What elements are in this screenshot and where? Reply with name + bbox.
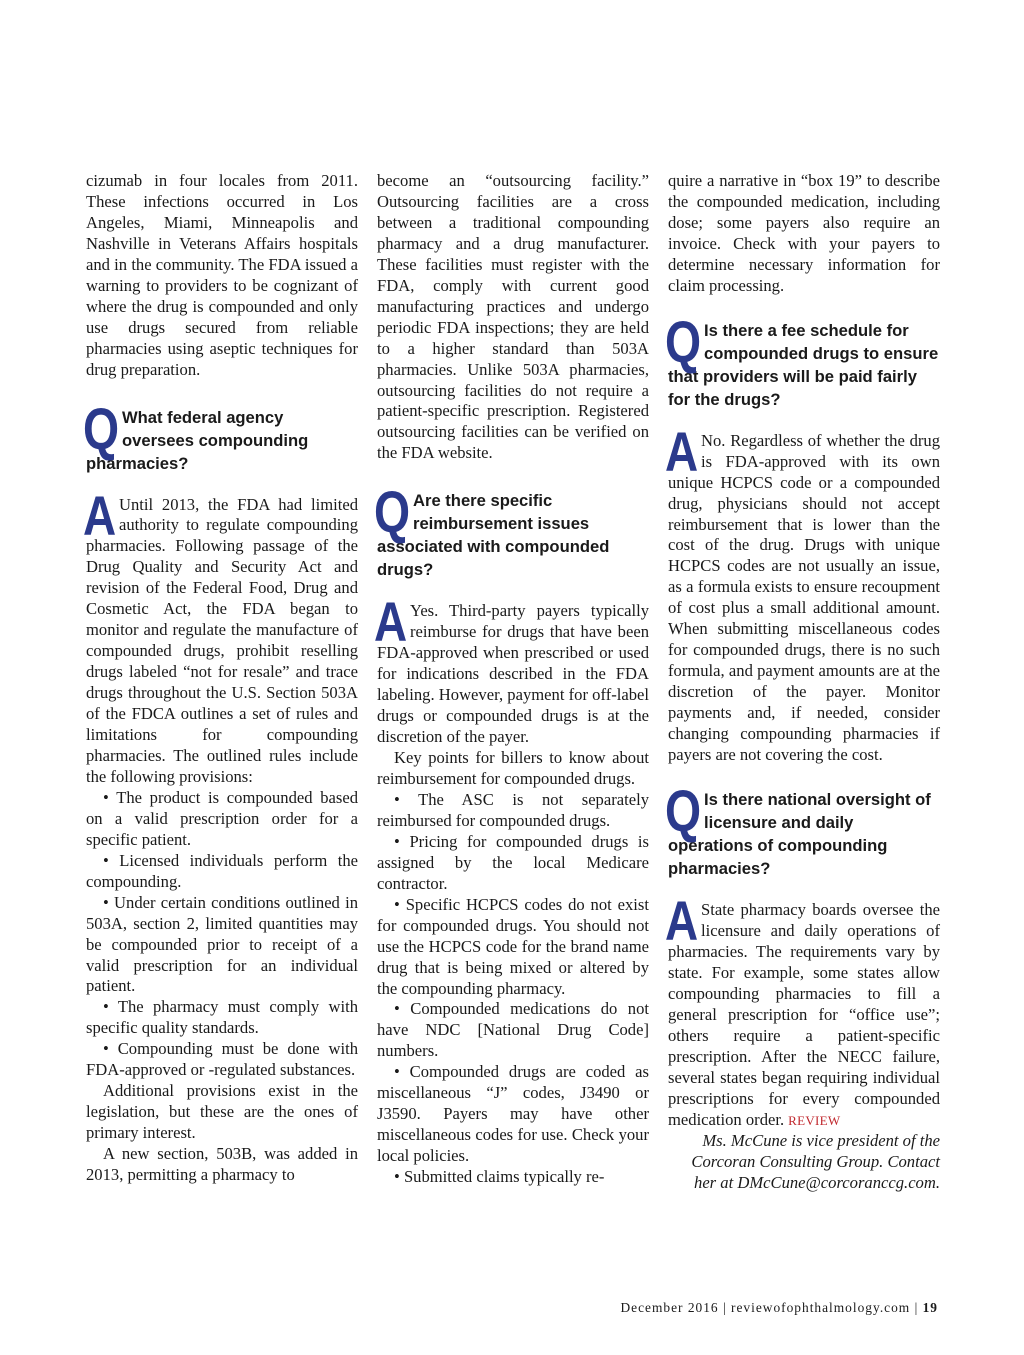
question-heading: What federal agency oversees compounding pharmacies? — [86, 407, 309, 473]
footer-divider: | — [914, 1300, 923, 1315]
paragraph: Key points for billers to know about reimbursement for compounded drugs. — [377, 748, 649, 788]
list-item: • Pricing for compounded drugs is assigned by the local Medicare contractor. — [377, 831, 649, 893]
answer-drop-cap: A — [374, 590, 408, 654]
answer-paragraph — [665, 419, 940, 766]
page-footer — [540, 1300, 938, 1316]
question-heading: Are there specific reimbursement issues associated with compounded drugs? — [377, 491, 610, 580]
list-item: • Compounding must be done with FDA-approved or -regulated substances. — [86, 1039, 358, 1080]
answer-drop-cap: A — [665, 419, 699, 483]
answer-text: State pharmacy boards oversee the licensure and daily operations of pharmacies. The requirements vary by state. For example, some states allow compounding pharmacies to fill a general prescription for “office use”; others require a patient-specific prescription. After the NECC failure, several states began requiring individual prescriptions for every compounded medication order. — [668, 899, 940, 1129]
answer-paragraph — [374, 590, 649, 748]
column-3 — [665, 171, 940, 1194]
paragraph: Additional provisions exist in the legislation, but these are the ones of primary interest. — [86, 1081, 358, 1143]
question-block — [665, 778, 940, 880]
issue-date: December 2016 — [620, 1300, 719, 1315]
answer-paragraph — [83, 483, 358, 788]
list-item: • The ASC is not separately reimbursed for compounded drugs. — [377, 789, 649, 830]
column-2 — [374, 171, 649, 1188]
question-block — [374, 480, 649, 581]
list-item: • Compounded drugs are coded as miscellaneous “J” codes, J3490 or J3590. Payers may have other miscellaneous codes for use. Check your local policies. — [377, 1062, 649, 1166]
list-item: • Specific HCPCS codes do not exist for compounded drugs. You should not use the HCPCS code for the brand name drug that is being mixed or altered by the compounding pharmacy. — [377, 894, 649, 998]
question-block — [83, 396, 358, 475]
paragraph: A new section, 503B, was added in 2013, permitting a pharmacy to — [86, 1144, 358, 1185]
list-item: • Under certain conditions outlined in 503A, section 2, limited quantities may be compounded prior to receipt of a valid prescription for an individual patient. — [86, 892, 358, 996]
review-end-mark: REVIEW — [788, 1112, 841, 1128]
list-item: • The pharmacy must comply with specific quality standards. — [86, 997, 358, 1038]
list-item: • Compounded medications do not have NDC [National Drug Code] numbers. — [377, 999, 649, 1061]
answer-text: No. Regardless of whether the drug is FDA-approved with its own unique HCPCS code or a compounded drug, physicians should not accept reimbursement that is lower than the cost of the drug. Drugs with unique HCPCS codes are not usually an issue, as a formula exists to ensure recoupment of cost plus a small additional amount. When submitting miscellaneous codes for compounded drugs, there is no such formula, and payment amounts are at the discretion of the payer. Monitor payments and, if needed, consider changing compounding pharmacies if payers are not covering the cost. — [668, 430, 940, 765]
question-heading: Is there a fee schedule for compounded drugs to ensure that providers will be paid fairly for the drugs? — [668, 320, 939, 409]
page-number: 19 — [922, 1300, 938, 1315]
paragraph: cizumab in four locales from 2011. These infections occurred in Los Angeles, Miami, Minneapolis and Nashville in Veterans Affairs hospitals and in the community. The FDA issued a warning to providers to be cognizant of where the drug is compounded and only use drugs secured from reliable pharmacies using aseptic techniques for drug preparation. — [86, 171, 358, 379]
question-drop-cap: Q — [374, 480, 411, 546]
list-item: • Submitted claims typically re- — [394, 1167, 605, 1187]
website: reviewofophthalmology.com — [731, 1300, 911, 1315]
question-drop-cap: Q — [665, 778, 702, 844]
question-drop-cap: Q — [83, 396, 120, 462]
question-drop-cap: Q — [665, 309, 702, 375]
list-item: • Licensed individuals perform the compounding. — [86, 850, 358, 891]
column-1 — [83, 171, 358, 1186]
answer-paragraph — [665, 888, 940, 1131]
footer-divider: | — [722, 1300, 732, 1315]
question-block — [665, 309, 940, 411]
author-bio: Ms. McCune is vice president of the Corcoran Consulting Group. Contact her at DMcCune@corcoranccg.com. — [691, 1131, 940, 1193]
list-item: • The product is compounded based on a valid prescription order for a specific patient. — [86, 787, 358, 849]
answer-drop-cap: A — [83, 483, 117, 547]
question-heading: Is there national oversight of licensure and daily operations of compounding pharmacies? — [668, 789, 931, 878]
answer-drop-cap: A — [665, 888, 699, 952]
paragraph: quire a narrative in “box 19” to describe the compounded medication, including dose; some payers also require an invoice. Check with your payers to determine necessary information for claim processing. — [668, 171, 940, 295]
answer-text: Yes. Third-party payers typically reimburse for drugs that have been FDA-approved when prescribed or used for indications described in the FDA labeling. However, payment for off-label drugs or compounded drugs is at the discretion of the payer. — [377, 601, 649, 747]
paragraph: become an “outsourcing facility.” Outsourcing facilities are a cross between a traditional compounding pharmacy and a drug manufacturer. These facilities must register with the FDA, comply with current good manufacturing practices and undergo periodic FDA inspections; they are held to a higher standard than 503A pharmacies. Unlike 503A pharmacies, outsourcing facilities do not require a patient-specific prescription. Registered outsourcing facilities can be verified on the FDA website. — [377, 171, 649, 463]
answer-text: Until 2013, the FDA had limited authority to regulate compounding pharmacies. Following passage of the Drug Quality and Security Act and revision of the Federal Food, Drug and Cosmetic Act, the FDA began to monitor and regulate the manufacture of compounded drugs, prohibit reselling drugs labeled “not for resale” and trace drugs throughout the U.S. Section 503A of the FDCA outlines a set of rules and limitations for compounding pharmacies. The outlined rules include the following provisions: — [86, 494, 358, 786]
